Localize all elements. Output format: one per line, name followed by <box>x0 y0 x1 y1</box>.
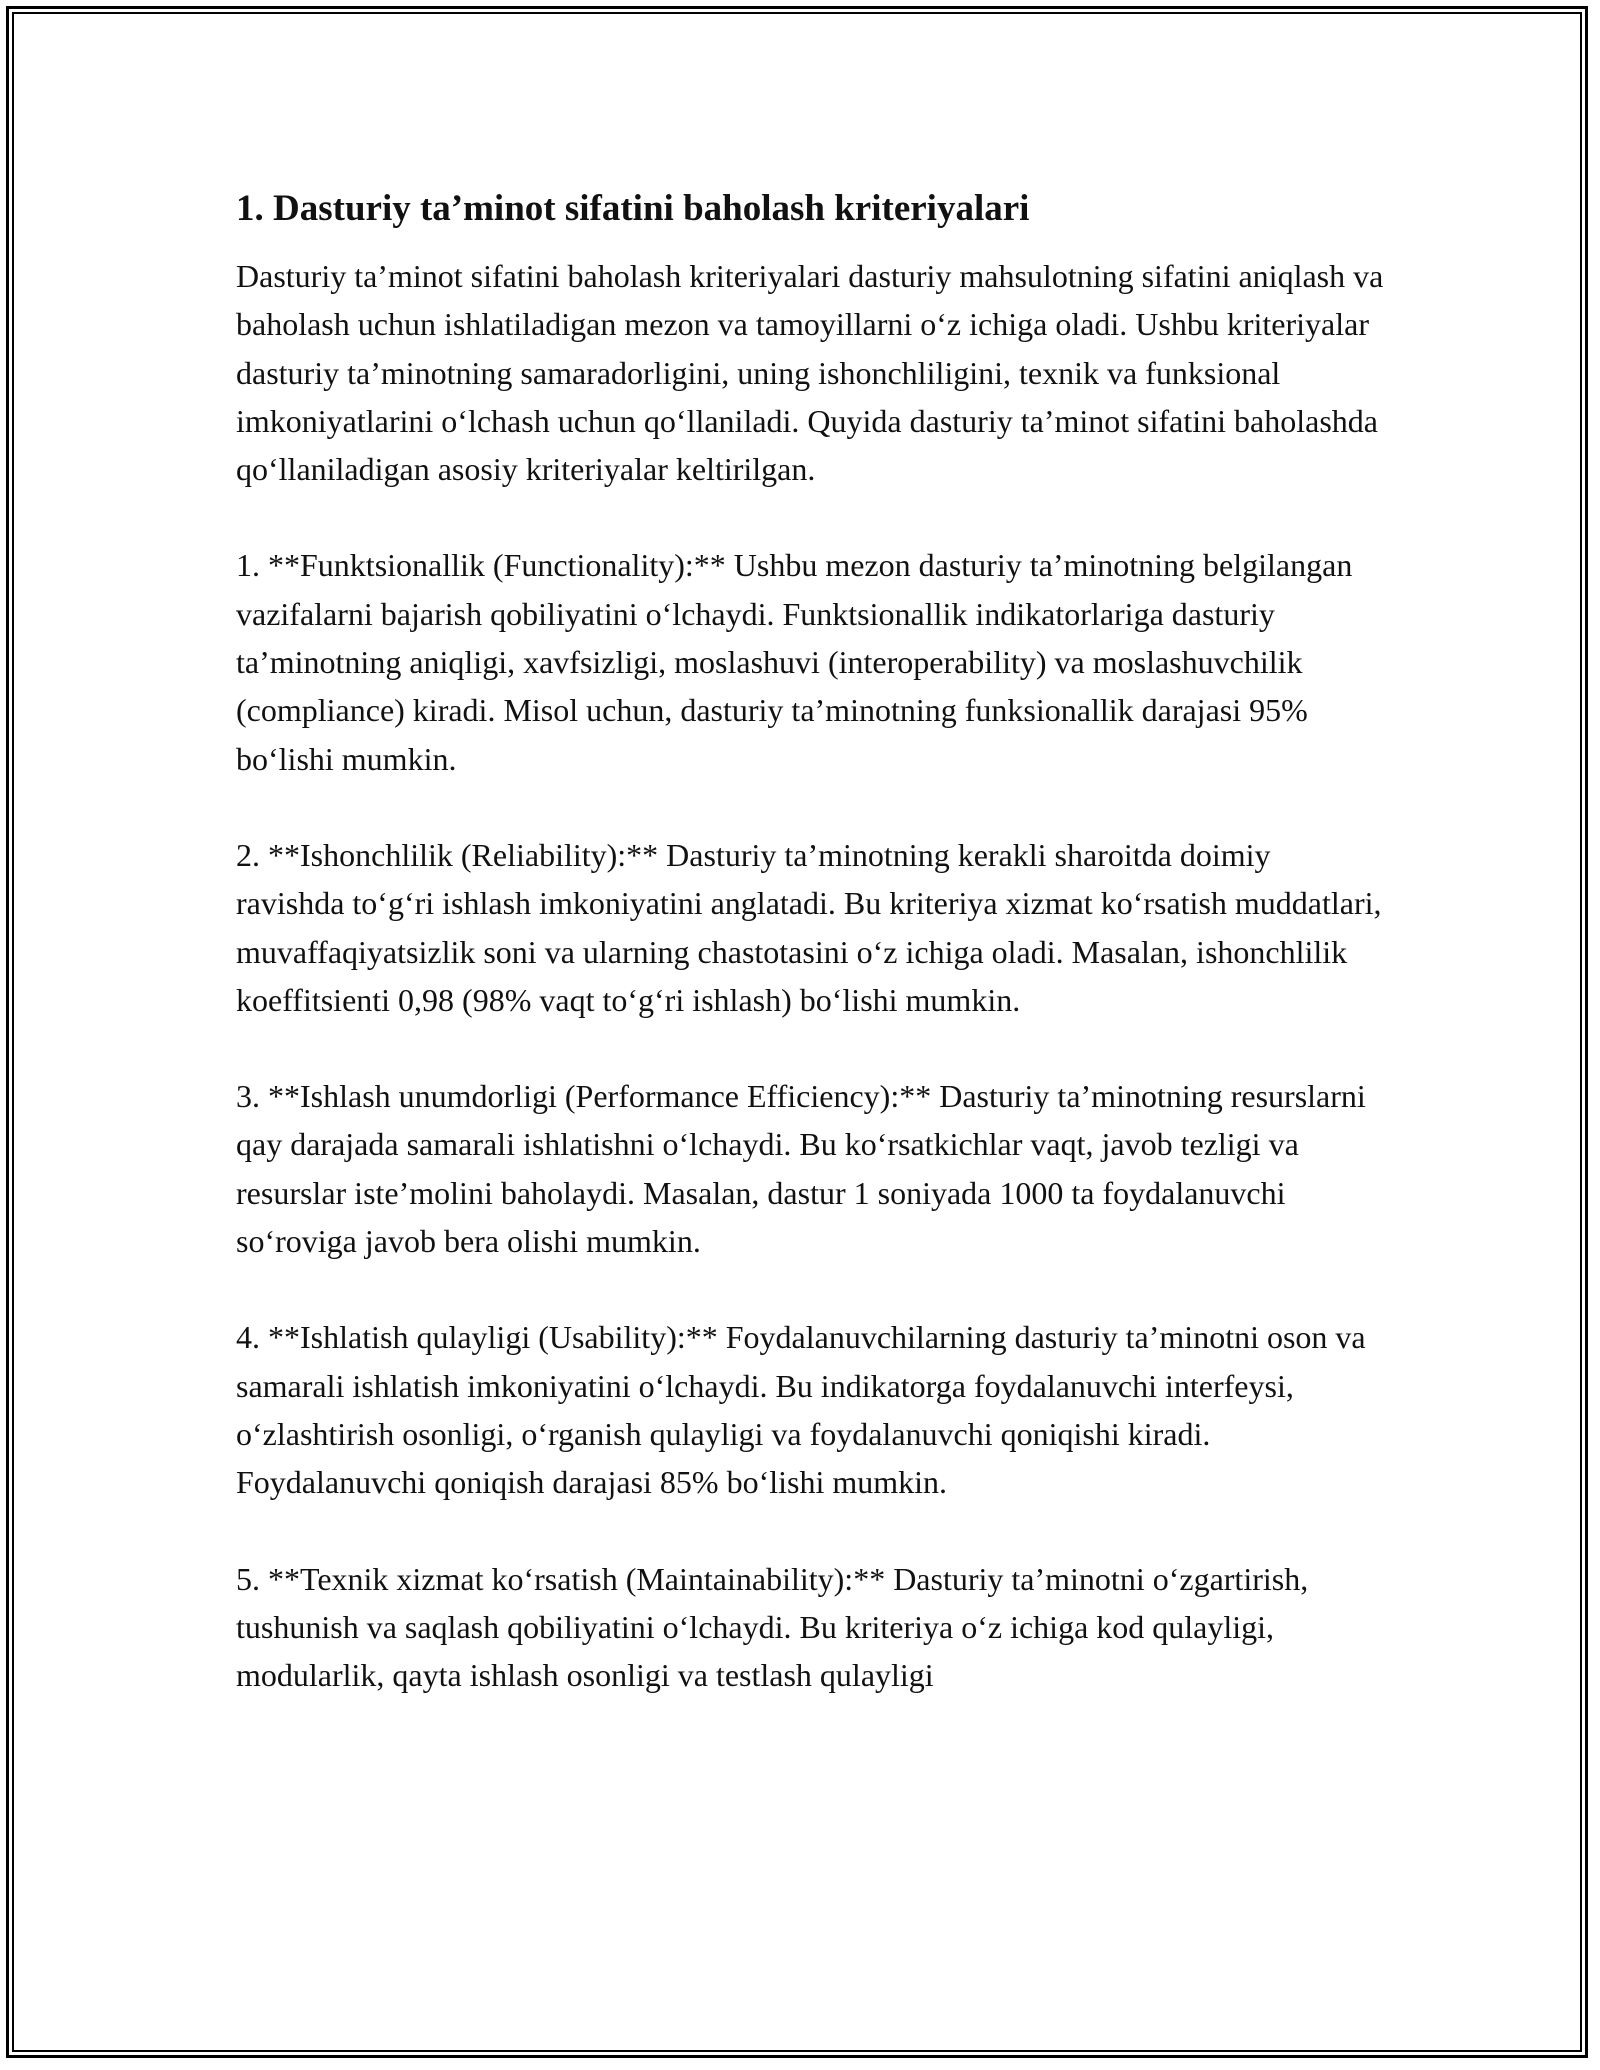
document-body <box>236 186 1386 1747</box>
criterion-maintainability-paragraph: 5. **Texnik xizmat ko‘rsatish (Maintainability):** Dasturiy ta’minotni o‘zgartirish, tushunish va saqlash qobiliyatini o‘lchaydi. Bu kriteriya o‘z ichiga kod qulayligi, modularlik, qayta ishlash osonligi va testlash qulayligi <box>236 1560 1309 1694</box>
intro-paragraph: Dasturiy ta’minot sifatini baholash kriteriyalari dasturiy mahsulotning sifatini aniqlash va baholash uchun ishlatiladigan mezon va tamoyillarni o‘z ichiga oladi. Ushbu kriteriyalar dasturiy ta’minotning samaradorligini, uning ishonchliligini, texnik va funksional imkoniyatlarini o‘lchash uchun qo‘llaniladi. Quyida dasturiy ta’minot sifatini baholashda qo‘llaniladigan asosiy kriteriyalar keltirilgan. <box>236 258 1384 488</box>
criterion-reliability-paragraph: 2. **Ishonchlilik (Reliability):** Dasturiy ta’minotning kerakli sharoitda doimiy ravishda to‘g‘ri ishlash imkoniyatini anglatadi. Bu kriteriya xizmat ko‘rsatish muddatlari, muvaffaqiyatsizlik soni va ularning chastotasini o‘z ichiga oladi. Masalan, ishonchlilik koeffitsienti 0,98 (98% vaqt to‘g‘ri ishlash) bo‘lishi mumkin. <box>236 836 1382 1018</box>
criterion-functionality-paragraph: 1. **Funktsionallik (Functionality):** Ushbu mezon dasturiy ta’minotning belgilangan vazifalarni bajarish qobiliyatini o‘lchaydi. Funktsionallik indikatorlariga dasturiy ta’minotning aniqligi, xavfsizligi, moslashuvi (interoperability) va moslashuvchilik (compliance) kiradi. Misol uchun, dasturiy ta’minotning funksionallik darajasi 95% bo‘lishi mumkin. <box>236 547 1353 777</box>
document-title: 1. Dasturiy ta’minot sifatini baholash kriteriyalari <box>236 188 1030 229</box>
criterion-performance-paragraph: 3. **Ishlash unumdorligi (Performance Efficiency):** Dasturiy ta’minotning resurslarni qay darajada samarali ishlatishni o‘lchaydi. Bu ko‘rsatkichlar vaqt, javob tezligi va resurslar iste’molini baholaydi. Masalan, dastur 1 soniyada 1000 ta foydalanuvchi so‘roviga javob bera olishi mumkin. <box>236 1078 1366 1260</box>
criterion-usability-paragraph: 4. **Ishlatish qulayligi (Usability):** Foydalanuvchilarning dasturiy ta’minotni oson va samarali ishlatish imkoniyatini o‘lchaydi. Bu indikatorga foydalanuvchi interfeysi, o‘zlashtirish osonligi, o‘rganish qulayligi va foydalanuvchi qoniqishi kiradi. Foydalanuvchi qoniqish darajasi 85% bo‘lishi mumkin. <box>236 1319 1366 1501</box>
